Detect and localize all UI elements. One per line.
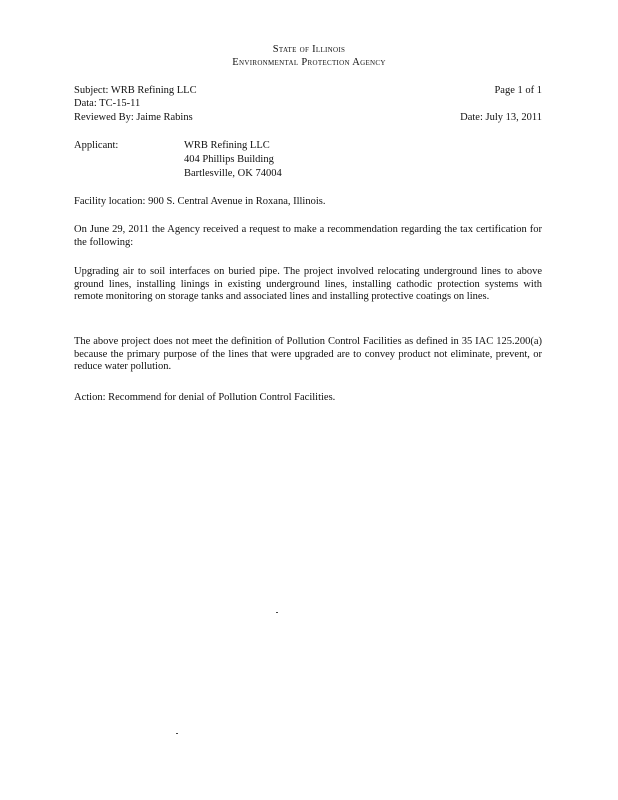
- page-number: Page 1 of 1: [494, 85, 542, 96]
- applicant-address-line2: Bartlesville, OK 74004: [184, 168, 282, 179]
- subject-row: [74, 85, 542, 98]
- data-number: Data: TC-15-11: [74, 98, 141, 109]
- subject-text: Subject: WRB Refining LLC: [74, 85, 197, 96]
- determination-paragraph: The above project does not meet the definition of Pollution Control Facilities as defined in 35 IAC 125.200(a) because the primary purpose of the lines that were upgraded are to convey product not eliminate, prevent, or reduce water pollution.: [74, 336, 542, 372]
- scan-speck: [276, 612, 278, 613]
- agency-header-name: [0, 57, 618, 70]
- applicant-name: WRB Refining LLC: [184, 140, 270, 151]
- facility-location: Facility location: 900 S. Central Avenue in Roxana, Illinois.: [74, 196, 326, 207]
- applicant-address-line1: 404 Phillips Building: [184, 154, 274, 165]
- agency-header-state: [0, 44, 618, 57]
- scan-speck: [176, 733, 178, 734]
- agency-state-text: State of Illinois: [272, 44, 346, 55]
- applicant-label: Applicant:: [74, 140, 119, 151]
- review-date: Date: July 13, 2011: [460, 112, 542, 123]
- reviewed-by: Reviewed By: Jaime Rabins: [74, 112, 193, 123]
- reviewed-row: [74, 112, 542, 125]
- applicant-address-block: [184, 140, 282, 182]
- action-recommendation: Action: Recommend for denial of Pollution Control Facilities.: [74, 392, 336, 403]
- agency-name-text: Environmental Protection Agency: [232, 57, 386, 68]
- project-description-paragraph: Upgrading air to soil interfaces on buried pipe. The project involved relocating underground lines to above ground lines, installing linings in existing underground lines, installing cathodic protection systems with remote monitoring on storage tanks and associated lines and installing protective coatings on lines.: [74, 266, 542, 302]
- data-row: [74, 98, 542, 111]
- request-paragraph: On June 29, 2011 the Agency received a request to make a recommendation regarding the tax certification for the following:: [74, 224, 542, 248]
